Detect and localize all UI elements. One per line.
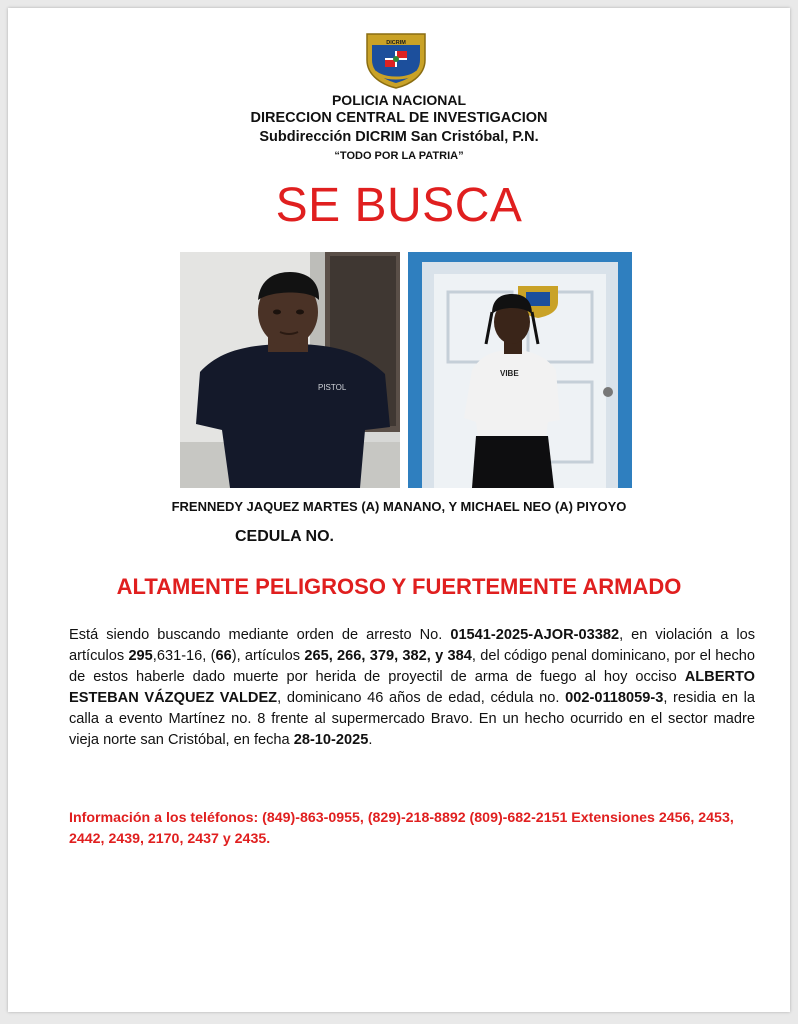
header-line-1: POLICIA NACIONAL <box>331 92 467 108</box>
page-title: SE BUSCA <box>275 179 523 232</box>
photo-suspect-1 <box>180 252 400 488</box>
header-line-3: Subdirección DICRIM San Cristóbal, P.N. <box>259 129 539 145</box>
wanted-poster <box>8 8 790 1012</box>
case-description: Está siendo buscando mediante orden de arresto No. 01541-2025-AJOR-03382, en violación a los artículos 295,631-16, (66), artículos 265, 266, 379, 382, y 384, del código penal dominicano, por el hecho de estos haberle dado muerte por herida de proyectil de arma de fuego al hoy occiso ALBERTO ESTEBAN VÁZQUEZ VALDEZ, dominicano 46 años de edad, cédula no. 002-0118059-3, residia en la calla a evento Martínez no. 8 frente al supermercado Bravo. En un hecho ocurrido en el sector madre vieja norte san Cristóbal, en fecha 28-10-2025. <box>69 627 755 748</box>
suspects-names: FRENNEDY JAQUEZ MARTES (A) MANANO, Y MICHAEL NEO (A) PIYOYO <box>171 499 627 514</box>
dicrim-crest-icon <box>363 30 429 90</box>
svg-text:PISTOL: PISTOL <box>318 383 347 392</box>
arrest-order-number: 01541-2025-AJOR-03382 <box>450 627 620 643</box>
victim-name: ALBERTO ESTEBAN VÁZQUEZ VALDEZ <box>69 669 755 706</box>
danger-warning: ALTAMENTE PELIGROSO Y FUERTEMENTE ARMADO <box>116 574 682 599</box>
contact-info: Información a los teléfonos: (849)-863-0955, (829)-218-8892 (809)-682-2151 Extensiones 2456, 2453, 2442, 2439, 2170, 2437 y 2435. <box>69 810 734 847</box>
svg-text:VIBE: VIBE <box>500 369 519 378</box>
header-line-2: DIRECCION CENTRAL DE INVESTIGACION <box>250 110 548 126</box>
victim-id: 002-0118059-3 <box>565 690 664 706</box>
cedula-label: CEDULA NO. <box>235 528 334 545</box>
incident-date: 28-10-2025 <box>293 732 369 748</box>
crest-text: DICRIM <box>386 40 406 46</box>
header-motto: “TODO POR LA PATRIA” <box>334 150 464 162</box>
photo-suspect-2 <box>408 252 632 488</box>
